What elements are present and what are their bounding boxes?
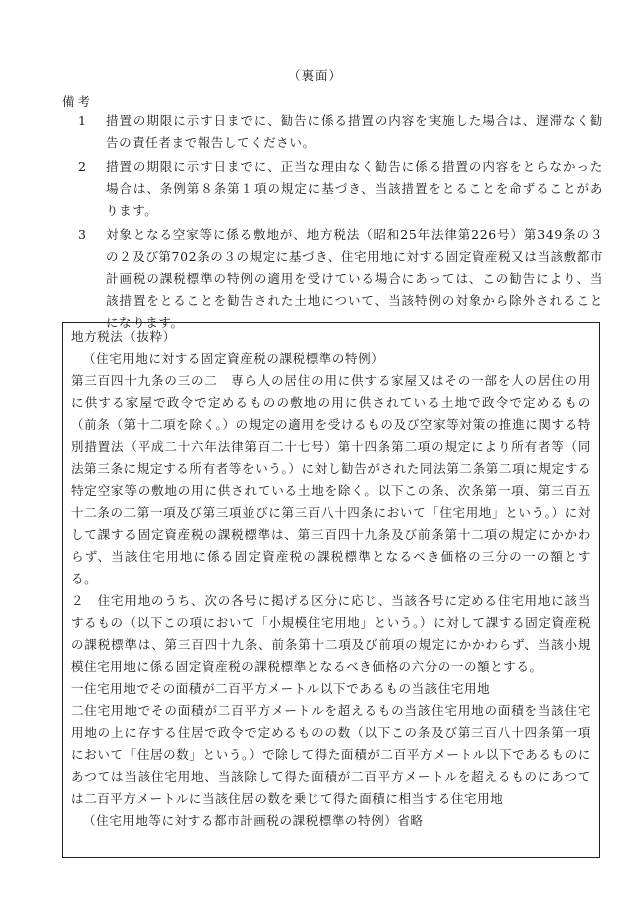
page-title: （裏面） bbox=[287, 68, 342, 83]
note-number: 1 bbox=[78, 113, 86, 128]
note-item bbox=[78, 110, 603, 154]
article-paragraph-2: ２ 住宅用地のうち、次の各号に掲げる区分に応じ、当該各号に定める住宅用地に該当するもの（以下この項において「小規模住宅用地」という。）に対して課する固定資産税の課税標準は、第三百四十九条、前条第十二項及び前項の規定にかかわらず、当該小規模住宅用地に係る固定資産税の課税標準となるべき価格の六分の一の額とする。 bbox=[71, 593, 591, 674]
note-text: 措置の期限に示す日までに、勧告に係る措置の内容を実施した場合は、遅滞なく勧告の責任者まで報告してください。 bbox=[106, 113, 603, 150]
note-number: 3 bbox=[78, 227, 86, 242]
remarks-label: 備考 bbox=[62, 94, 94, 109]
note-text: 対象となる空家等に係る敷地が、地方税法（昭和25年法律第226号）第349条の３の２及び第702条の３の規定に基づき、住宅用地に対する固定資産税又は当該敷都市計画税の課税標準の特例の適用を受けている場合にあっては、この勧告により、当該措置をとることを勧告された土地について、当該特例の対象から除外されることになります。 bbox=[106, 227, 603, 330]
excerpt-heading: 地方税法（抜粋） bbox=[71, 329, 176, 344]
note-text: 措置の期限に示す日までに、正当な理由なく勧告に係る措置の内容をとらなかった場合は、条例第８条第１項の規定に基づき、当該措置をとることを命ずることがあります。 bbox=[106, 159, 603, 218]
article-item-2: 二住宅用地でその面積が二百平方メートルを超えるもの当該住宅用地の面積を当該住宅用地の上に存する住居で政令で定めるものの数（以下この条及び第三百八十四条第一項において「住居の数」という。）で除して得た面積が二百平方メートル以下であるものにあつては当該住宅用地、当該除して得た面積が二百平方メートルを超えるものにあつては二百平方メートルに当該住居の数を乗じて得た面積に相当する住宅用地 bbox=[71, 703, 591, 806]
note-item bbox=[78, 224, 603, 334]
excerpt-closing: （住宅用地等に対する都市計画税の課税標準の特例）省略 bbox=[83, 813, 424, 828]
article-item-1: 一住宅用地でその面積が二百平方メートル以下であるもの当該住宅用地 bbox=[71, 681, 491, 696]
law-excerpt-box bbox=[62, 322, 600, 858]
excerpt-subheading: （住宅用地に対する固定資産税の課税標準の特例） bbox=[83, 351, 385, 366]
note-number: 2 bbox=[78, 159, 86, 174]
article-paragraph-1: 第三百四十九条の三の二 専ら人の居住の用に供する家屋又はその一部を人の居住の用に供する家屋で政令で定めるものの敷地の用に供されている土地で政令で定めるもの（前条（第十二項を除く。）の規定の適用を受けるもの及び空家等対策の推進に関する特別措置法（平成二十六年法律第百二十七号）第十四条第二項の規定により所有者等（同法第三条に規定する所有者等をいう。）に対し勧告がされた同法第二条第二項に規定する特定空家等の敷地の用に供されている土地を除く。以下この条、次条第一項、第三百五十二条の二第一項及び第三項並びに第三百八十四条において「住宅用地」という。）に対して課する固定資産税の課税標準は、第三百四十九条及び前条第十二項の規定にかかわらず、当該住宅用地に係る固定資産税の課税標準となるべき価格の三分の一の額とする。 bbox=[71, 373, 591, 586]
remarks-notes bbox=[78, 110, 603, 336]
note-item bbox=[78, 156, 603, 222]
